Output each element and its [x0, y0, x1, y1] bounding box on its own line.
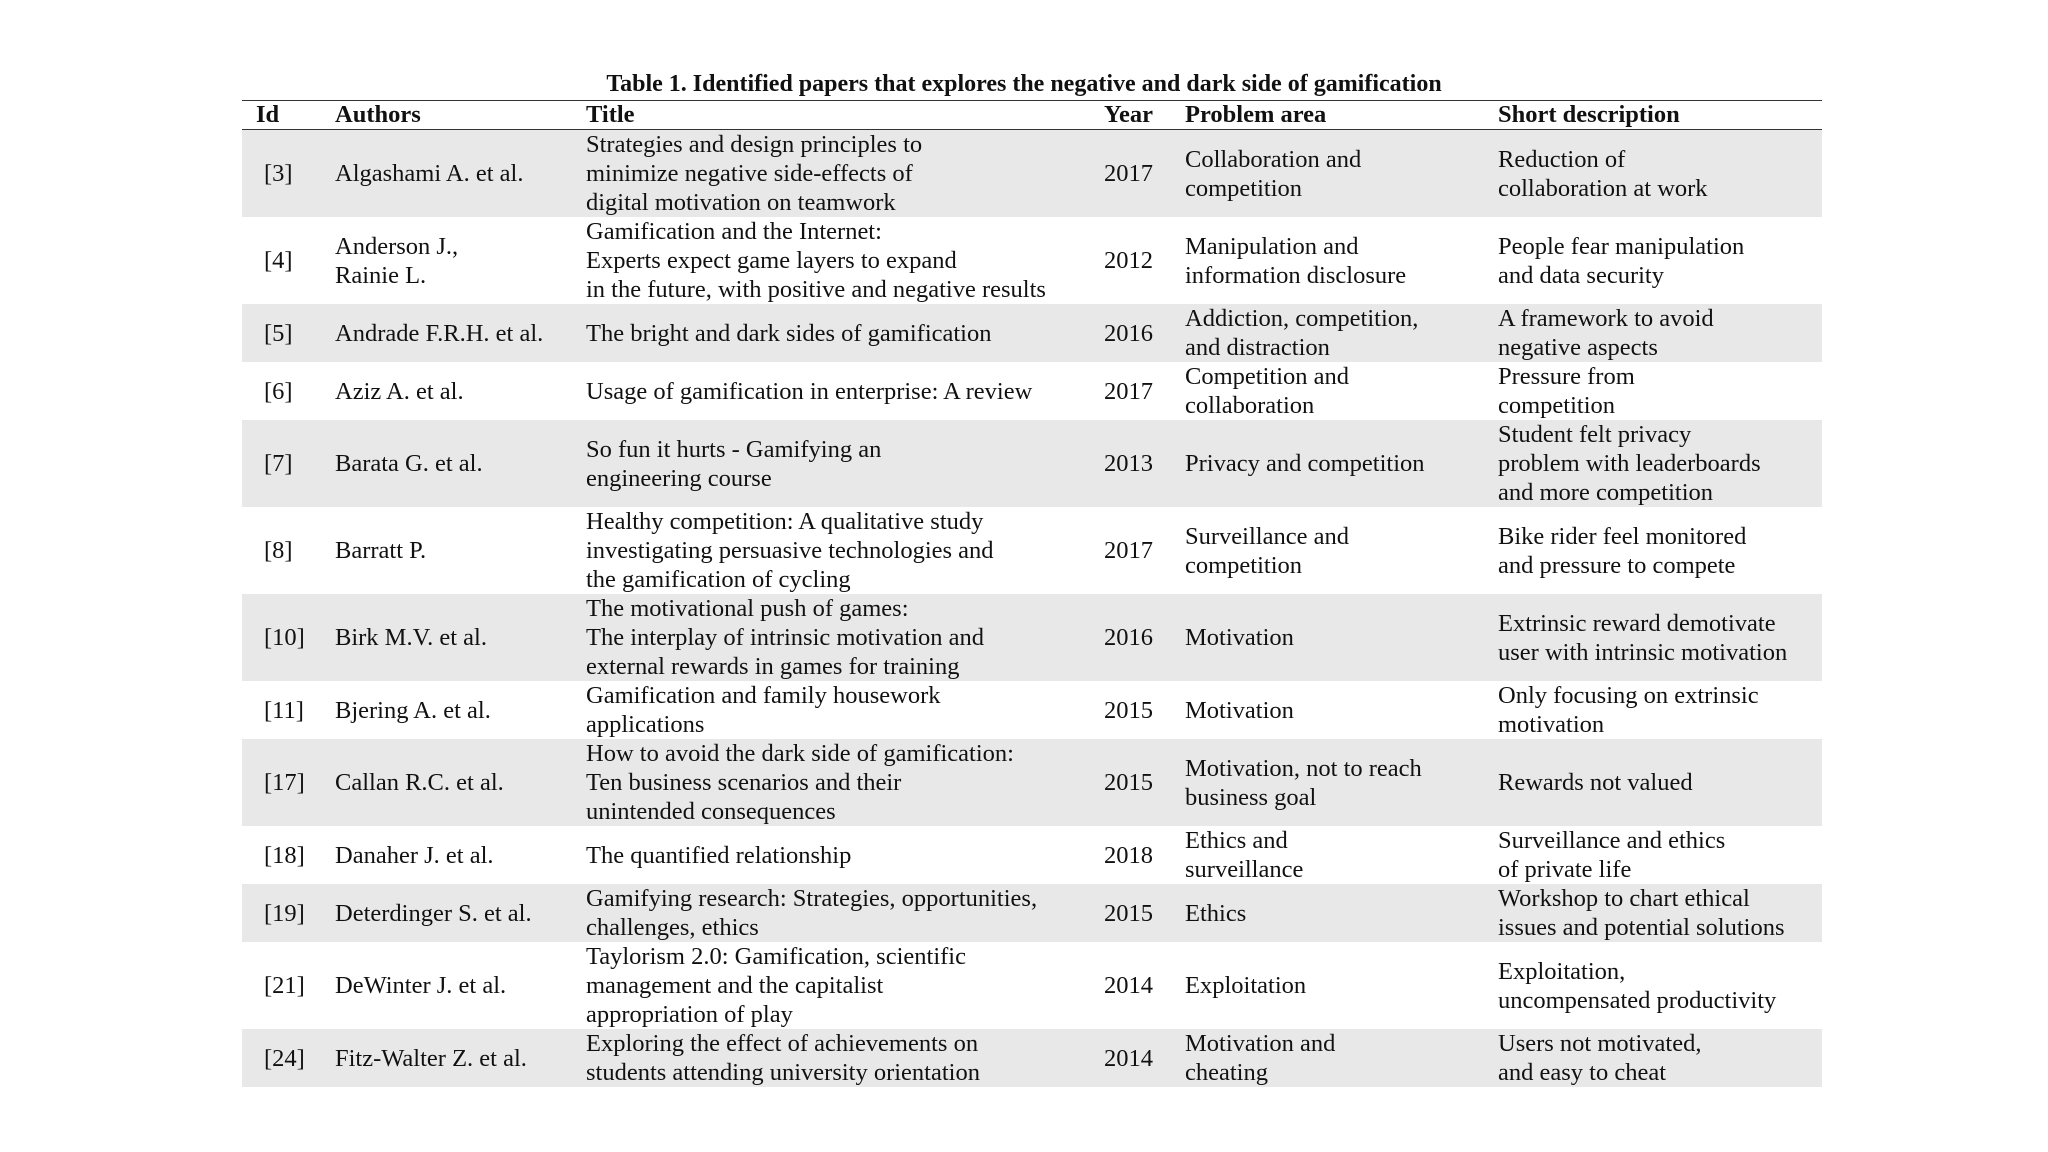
cell-title: The motivational push of games: The interplay of intrinsic motivation and external rewards in games for training: [572, 594, 1090, 681]
cell-year: 2016: [1090, 594, 1171, 681]
table-row: [242, 826, 1822, 884]
cell-id: [6]: [264, 377, 293, 405]
table-row: [242, 942, 1822, 1029]
cell-short-description: A framework to avoid negative aspects: [1484, 304, 1822, 362]
cell-year: 2015: [1090, 884, 1171, 942]
cell-id: [24]: [242, 1029, 321, 1087]
cell-authors: Barata G. et al.: [321, 420, 572, 507]
cell-authors: Birk M.V. et al.: [321, 594, 572, 681]
cell-problem-area: Motivation: [1171, 594, 1484, 681]
cell-id: [10]: [242, 594, 321, 681]
cell-problem-area: Addiction, competition, and distraction: [1171, 304, 1484, 362]
cell-authors: Callan R.C. et al.: [321, 739, 572, 826]
cell-year: 2017: [1090, 130, 1171, 218]
cell-short-description: Bike rider feel monitored and pressure to compete: [1498, 522, 1747, 579]
cell-title: Usage of gamification in enterprise: A review: [586, 377, 1033, 405]
cell-short-description: Extrinsic reward demotivate user with intrinsic motivation: [1484, 594, 1822, 681]
cell-title: Gamification and family housework applications: [586, 682, 941, 738]
cell-authors: Algashami A. et al.: [321, 130, 572, 218]
cell-short-description: Surveillance and ethics of private life: [1498, 827, 1726, 883]
table-row: [242, 420, 1822, 507]
cell-year: 2013: [1090, 420, 1171, 507]
table-row: [242, 507, 1822, 594]
cell-title: Healthy competition: A qualitative study investigating persuasive technologies and the gamification of cycling: [586, 508, 994, 593]
table-row: [242, 594, 1822, 681]
cell-id: [18]: [264, 841, 305, 869]
cell-id: [19]: [242, 884, 321, 942]
cell-id: [3]: [242, 130, 321, 218]
cell-short-description: Student felt privacy problem with leaderboards and more competition: [1484, 420, 1822, 507]
table-caption: Table 1. Identified papers that explores the negative and dark side of gamification: [606, 71, 1442, 97]
table-row: [242, 1029, 1822, 1087]
cell-authors: Barratt P.: [335, 537, 427, 564]
table-row: [242, 362, 1822, 420]
cell-short-description: Exploitation, uncompensated productivity: [1498, 957, 1777, 1014]
cell-short-description: Users not motivated, and easy to cheat: [1484, 1029, 1822, 1087]
cell-problem-area: Manipulation and information disclosure: [1185, 232, 1407, 289]
cell-title: How to avoid the dark side of gamification: Ten business scenarios and their unintended consequences: [572, 739, 1090, 826]
cell-id: [11]: [264, 696, 304, 724]
cell-year: 2017: [1104, 537, 1153, 564]
cell-year: 2012: [1104, 247, 1153, 274]
header-title: Title: [572, 101, 1090, 130]
cell-id: [8]: [264, 537, 293, 564]
cell-problem-area: Motivation and cheating: [1171, 1029, 1484, 1087]
cell-problem-area: Motivation: [1185, 696, 1294, 724]
cell-authors: Anderson J., Rainie L.: [335, 232, 459, 289]
cell-id: [7]: [242, 420, 321, 507]
table-body: [242, 130, 1822, 1088]
cell-title: The quantified relationship: [586, 841, 852, 869]
cell-short-description: Workshop to chart ethical issues and potential solutions: [1484, 884, 1822, 942]
cell-short-description: Pressure from competition: [1498, 363, 1635, 419]
cell-year: 2015: [1090, 739, 1171, 826]
papers-table: [242, 100, 1822, 1087]
cell-title: Strategies and design principles to minimize negative side-effects of digital motivation on teamwork: [572, 130, 1090, 218]
table-header-row: [242, 101, 1822, 130]
cell-problem-area: Competition and collaboration: [1185, 363, 1349, 419]
header-short-description: Short description: [1484, 101, 1822, 130]
cell-problem-area: Privacy and competition: [1171, 420, 1484, 507]
cell-problem-area: Exploitation: [1185, 972, 1307, 999]
cell-id: [17]: [242, 739, 321, 826]
cell-year: 2017: [1104, 377, 1153, 405]
cell-authors: Aziz A. et al.: [335, 377, 464, 405]
cell-short-description: People fear manipulation and data security: [1498, 232, 1745, 289]
cell-authors: Deterdinger S. et al.: [321, 884, 572, 942]
cell-authors: Danaher J. et al.: [335, 841, 494, 869]
cell-problem-area: Collaboration and competition: [1171, 130, 1484, 218]
cell-title: Gamification and the Internet: Experts expect game layers to expand in the future, with positive and negative results: [586, 218, 1046, 303]
cell-authors: Andrade F.R.H. et al.: [321, 304, 572, 362]
cell-short-description: Rewards not valued: [1484, 739, 1822, 826]
cell-id: [21]: [264, 972, 305, 999]
cell-id: [4]: [264, 247, 293, 274]
cell-title: The bright and dark sides of gamification: [572, 304, 1090, 362]
cell-year: 2016: [1090, 304, 1171, 362]
table-row: [242, 681, 1822, 739]
table-row: [242, 130, 1822, 218]
cell-id: [5]: [242, 304, 321, 362]
cell-problem-area: Ethics: [1171, 884, 1484, 942]
header-problem-area: Problem area: [1171, 101, 1484, 130]
cell-authors: Bjering A. et al.: [335, 696, 491, 724]
table-row: [242, 884, 1822, 942]
cell-short-description: Only focusing on extrinsic motivation: [1498, 682, 1759, 738]
cell-title: Taylorism 2.0: Gamification, scientific management and the capitalist appropriation of play: [586, 943, 966, 1028]
cell-authors: Fitz-Walter Z. et al.: [321, 1029, 572, 1087]
cell-problem-area: Surveillance and competition: [1185, 522, 1349, 579]
header-year: Year: [1090, 101, 1171, 130]
table-row: [242, 304, 1822, 362]
table-row: [242, 739, 1822, 826]
cell-year: 2015: [1104, 696, 1153, 724]
header-authors: Authors: [321, 101, 572, 130]
header-id: Id: [242, 101, 321, 130]
table-row: [242, 217, 1822, 304]
cell-title: Gamifying research: Strategies, opportunities, challenges, ethics: [572, 884, 1090, 942]
papers-table-container: [242, 100, 1822, 1088]
cell-problem-area: Motivation, not to reach business goal: [1171, 739, 1484, 826]
cell-short-description: Reduction of collaboration at work: [1484, 130, 1822, 218]
cell-title: Exploring the effect of achievements on students attending university orientation: [572, 1029, 1090, 1087]
cell-year: 2014: [1104, 972, 1153, 999]
cell-authors: DeWinter J. et al.: [335, 972, 507, 999]
cell-year: 2018: [1104, 841, 1153, 869]
cell-year: 2014: [1090, 1029, 1171, 1087]
cell-problem-area: Ethics and surveillance: [1185, 827, 1304, 883]
cell-title: So fun it hurts - Gamifying an engineering course: [572, 420, 1090, 507]
